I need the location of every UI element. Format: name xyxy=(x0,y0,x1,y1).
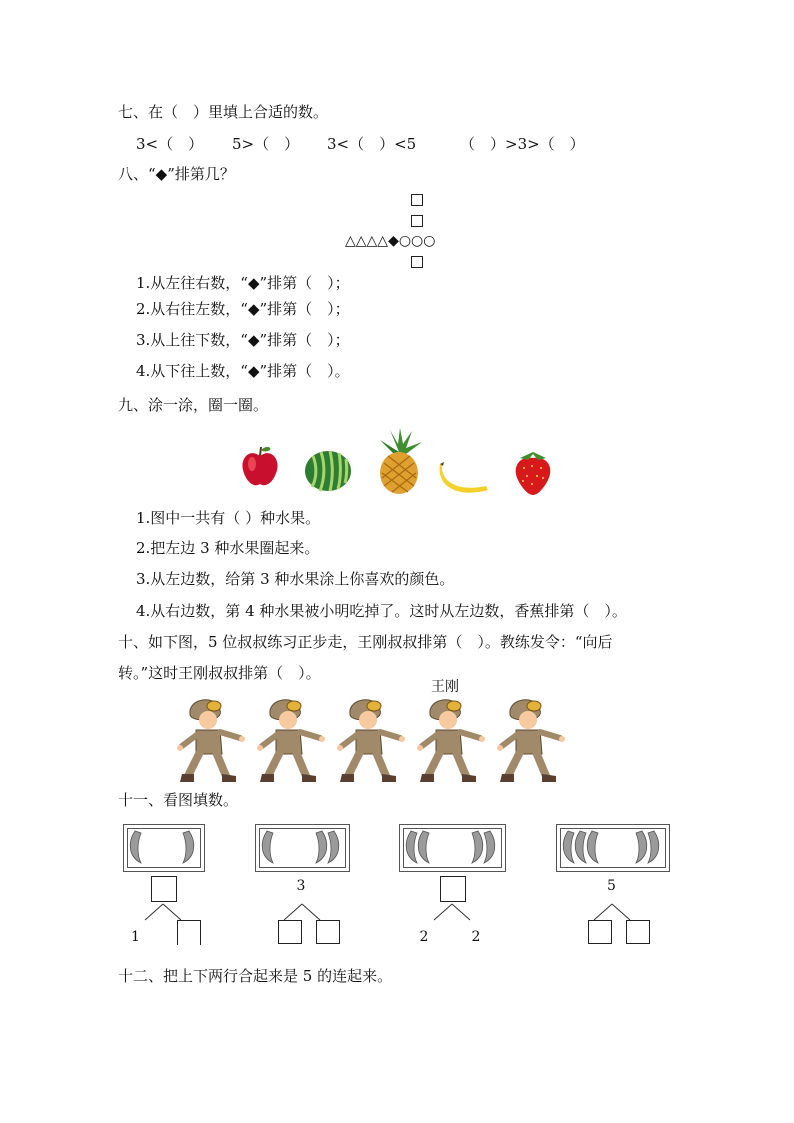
q9-sub-4[interactable]: 4.从右边数，第 4 种水果被小明吃掉了。这时从左边数，香蕉排第（ ）。 xyxy=(136,602,627,620)
soldier-icon xyxy=(336,694,406,786)
bottom-number: 2 xyxy=(471,929,481,945)
q9-heading: 九、涂一涂，圈一圈。 xyxy=(118,396,269,414)
q12-heading: 十二、把上下两行合起来是 5 的连起来。 xyxy=(118,967,393,985)
soldier-icon xyxy=(176,694,246,786)
answer-box[interactable] xyxy=(316,920,340,944)
banana-group xyxy=(255,824,348,870)
branch-lines xyxy=(422,902,482,922)
bottom-number: 1 xyxy=(131,929,140,945)
q8-heading: 八、“◆”排第几？ xyxy=(118,165,235,183)
pineapple-icon xyxy=(372,428,426,494)
q7-item-2[interactable]: 5>（ ） xyxy=(232,135,300,153)
q10-line-2: 转。”这时王刚叔叔排第（ ）。 xyxy=(118,664,321,682)
soldier-icon xyxy=(416,694,486,786)
strawberry-icon xyxy=(512,448,554,496)
soldier-icon xyxy=(496,694,566,786)
banana-group xyxy=(123,824,203,870)
answer-box[interactable] xyxy=(440,876,466,902)
square-icon xyxy=(411,194,423,206)
answer-box[interactable] xyxy=(278,920,302,944)
answer-box[interactable] xyxy=(151,876,177,902)
q8-sub-4[interactable]: 4.从下往上数，“◆”排第（ ）。 xyxy=(136,362,350,380)
q10-line-1: 十、如下图，5 位叔叔练习正步走，王刚叔叔排第（ ）。教练发令：“向后 xyxy=(118,633,613,651)
q9-sub-3[interactable]: 3.从左边数，给第 3 种水果涂上你喜欢的颜色。 xyxy=(136,570,455,588)
q8-sub-3[interactable]: 3.从上往下数，“◆”排第（ ）； xyxy=(136,331,350,349)
branch-lines xyxy=(133,902,193,922)
top-number: 5 xyxy=(607,878,616,894)
bottom-number: 2 xyxy=(419,929,429,945)
q8-sub-2[interactable]: 2.从右往左数，“◆”排第（ ）； xyxy=(136,300,350,318)
banana-group xyxy=(399,824,504,870)
answer-box[interactable] xyxy=(626,920,650,944)
q7-heading: 七、在（ ）里填上合适的数。 xyxy=(118,103,329,121)
q7-item-1[interactable]: 3<（ ） xyxy=(136,135,204,153)
soldier-icon xyxy=(256,694,326,786)
wanggang-label: 王刚 xyxy=(431,679,459,695)
answer-box[interactable] xyxy=(177,920,201,945)
q7-item-3[interactable]: 3<（ ）<5 xyxy=(327,135,417,153)
q11-heading: 十一、看图填数。 xyxy=(118,791,239,809)
q8-sub-1[interactable]: 1.从左往右数，“◆”排第（ ）； xyxy=(136,274,350,292)
q9-sub-2[interactable]: 2.把左边 3 种水果圈起来。 xyxy=(136,539,320,557)
square-icon xyxy=(411,215,423,227)
branch-lines xyxy=(272,902,332,922)
q9-sub-1[interactable]: 1.图中一共有（ ）种水果。 xyxy=(136,509,321,527)
watermelon-icon xyxy=(303,450,353,492)
banana-icon xyxy=(438,460,490,496)
branch-lines xyxy=(582,902,642,922)
apple-icon xyxy=(240,444,280,488)
q8-shape-row: △△△△◆○○○ xyxy=(345,233,436,249)
q7-item-4[interactable]: （ ）>3>（ ） xyxy=(460,135,585,153)
square-icon xyxy=(411,256,423,268)
answer-box[interactable] xyxy=(588,920,612,944)
top-number: 3 xyxy=(296,878,306,894)
banana-group xyxy=(556,824,668,870)
